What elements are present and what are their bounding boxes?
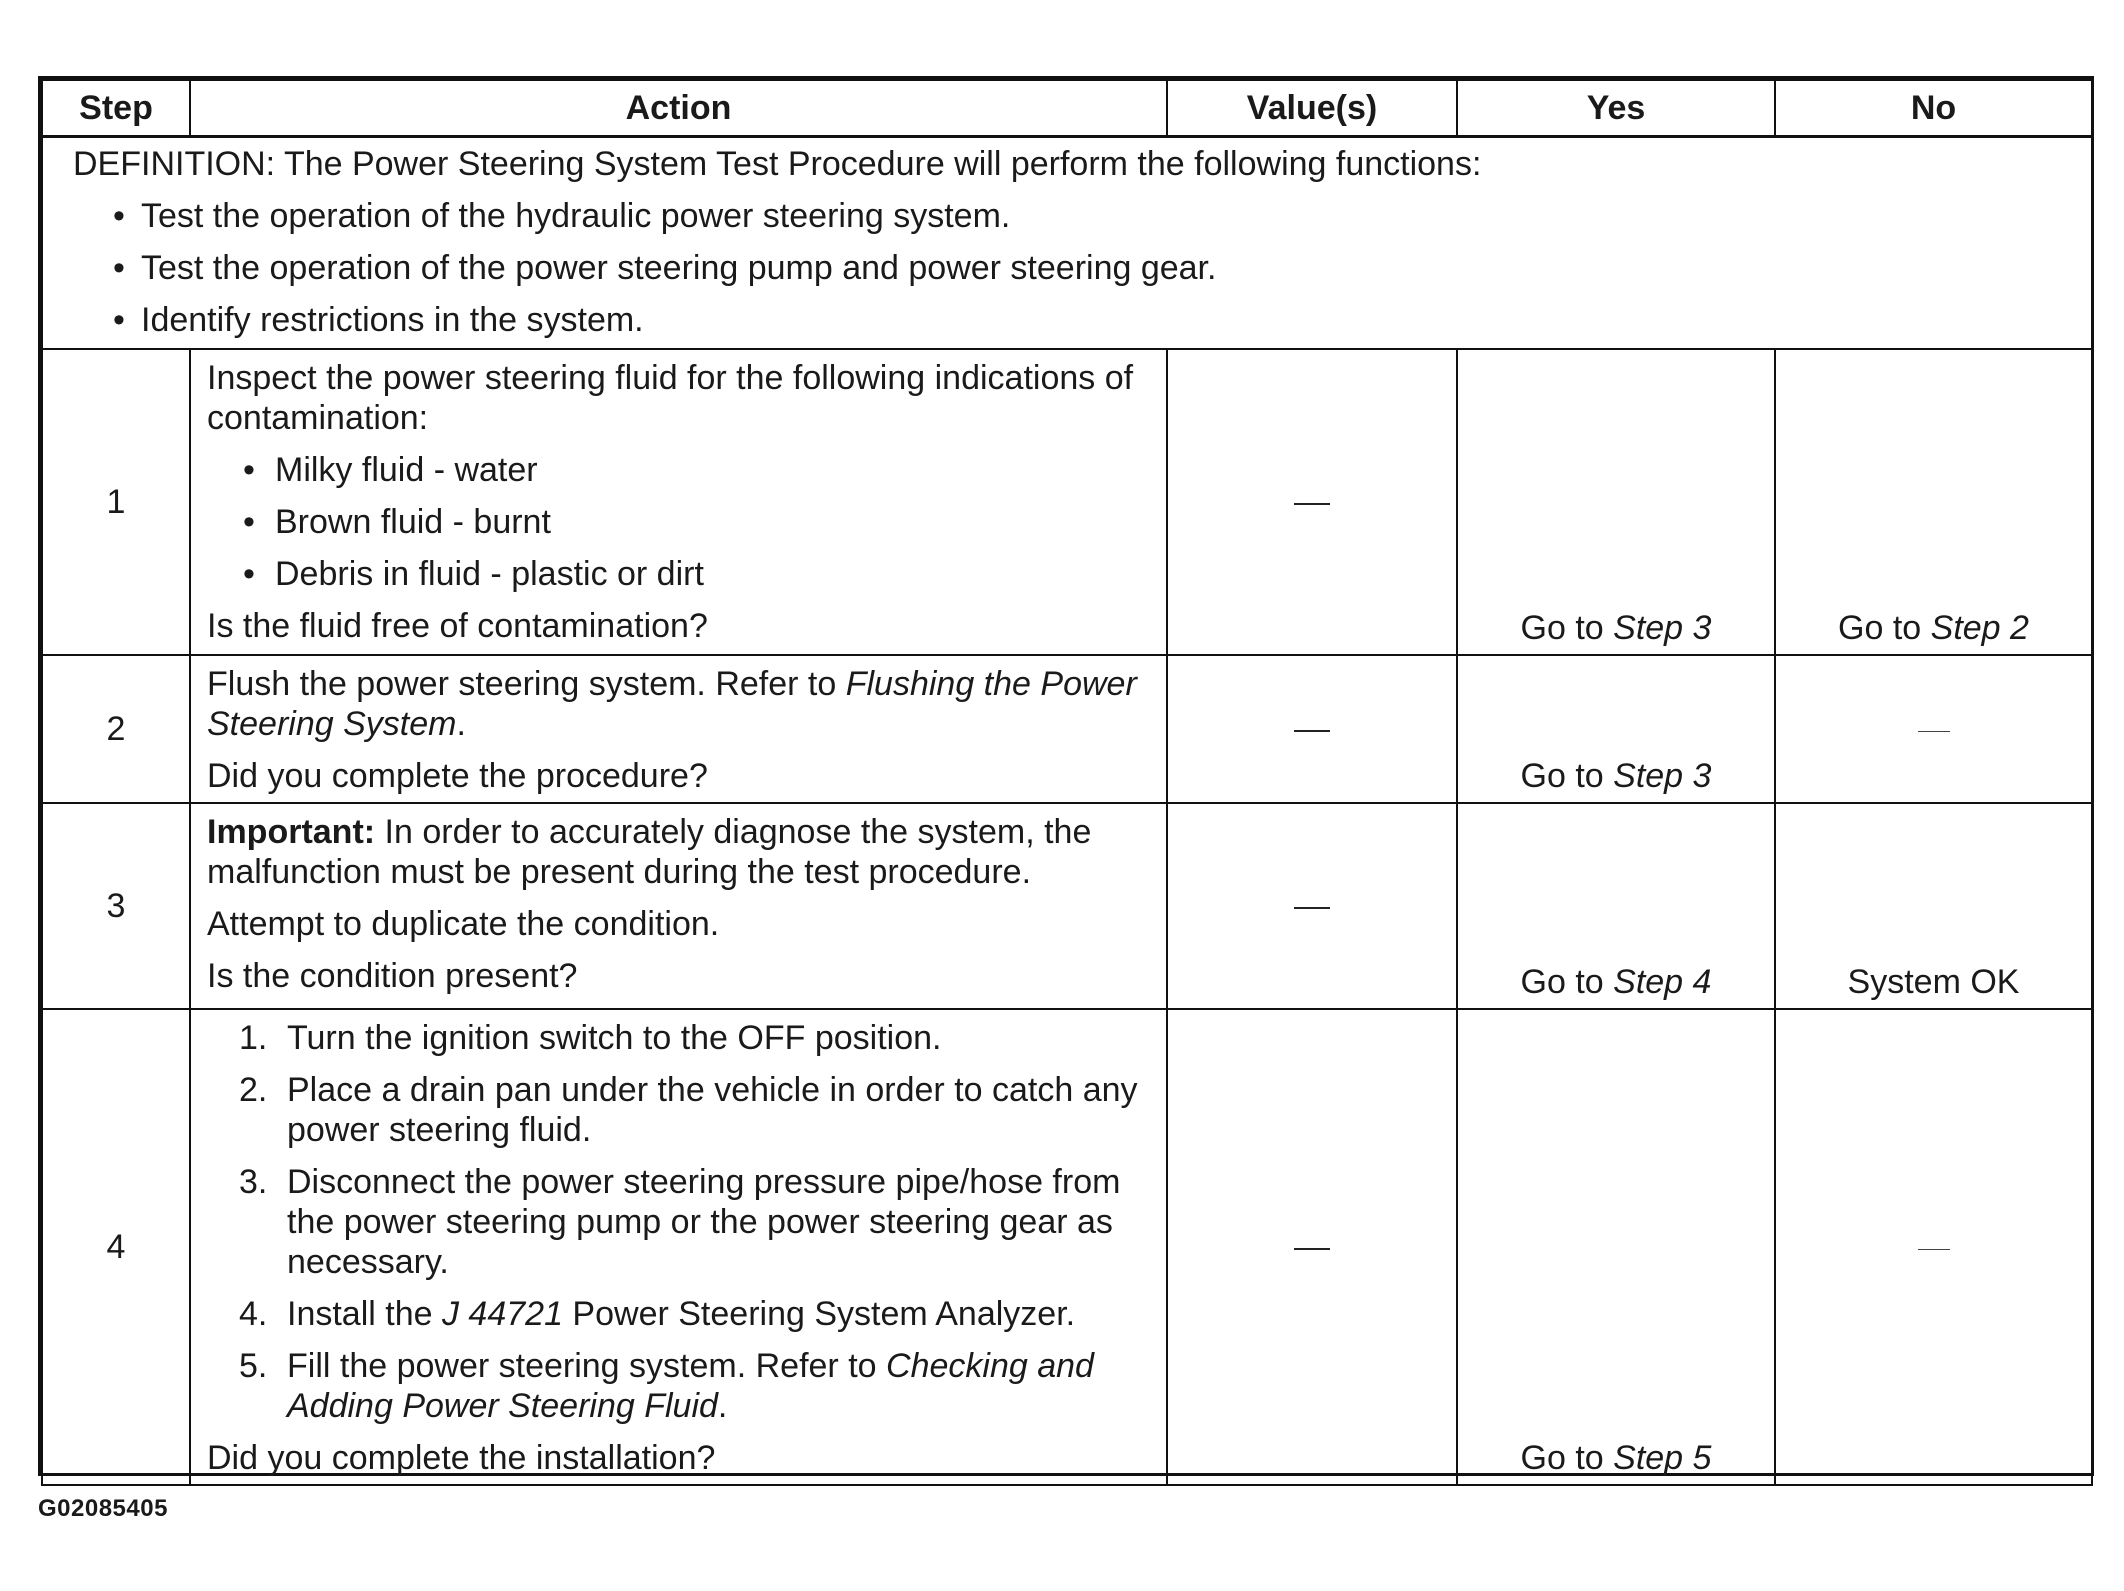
important-label: Important:: [207, 813, 376, 851]
action-question: Is the condition present?: [207, 957, 578, 995]
value-cell: [1167, 349, 1457, 655]
yes-cell: [1457, 655, 1775, 803]
list-text-suffix: Power Steering System Analyzer.: [562, 1295, 1076, 1333]
yes-cell: [1457, 1009, 1775, 1485]
value-cell: [1167, 1009, 1457, 1485]
em-dash: [1294, 730, 1330, 732]
list-text-prefix: Fill the power steering system. Refer to: [287, 1347, 887, 1385]
step-number: 4: [42, 1009, 190, 1485]
important-text: In order to accurately diagnose the system, the malfunction must be present during the test procedure.: [207, 813, 1092, 891]
table-row-step-2: [42, 655, 2092, 803]
action-text-prefix: Flush the power steering system. Refer to: [207, 665, 846, 703]
list-item: [207, 1070, 1150, 1150]
value-cell: [1167, 803, 1457, 1009]
action-cell: [190, 349, 1167, 655]
action-question: Is the fluid free of contamination?: [207, 607, 708, 645]
definition-row: [42, 137, 2092, 350]
step-number: 2: [42, 655, 190, 803]
list-item: [207, 1346, 1150, 1426]
list-item: • Brown fluid - burnt: [207, 502, 1150, 542]
action-intro: Inspect the power steering fluid for the following indications of contamination:: [207, 359, 1134, 437]
header-row: [42, 80, 2092, 137]
table-row-step-3: [42, 803, 2092, 1009]
list-number: 5.: [239, 1347, 268, 1385]
yes-prefix: Go to: [1520, 963, 1614, 1001]
header-no: No: [1775, 80, 2092, 137]
list-item: [207, 1294, 1150, 1334]
action-cell: [190, 803, 1167, 1009]
procedure-link[interactable]: Checking and Adding Power Steering Fluid: [287, 1347, 1094, 1425]
em-dash: [1918, 731, 1950, 732]
list-text: Disconnect the power steering pressure pipe/hose from the power steering pump or the power steering gear as necessary.: [287, 1163, 1121, 1281]
yes-cell: [1457, 349, 1775, 655]
definition-item: • Test the operation of the hydraulic power steering system.: [73, 196, 2061, 236]
header-values: Value(s): [1167, 80, 1457, 137]
list-text: Turn the ignition switch to the OFF position.: [287, 1019, 942, 1057]
list-number: 1.: [239, 1019, 268, 1057]
header-yes: Yes: [1457, 80, 1775, 137]
em-dash: [1918, 1249, 1950, 1250]
step-link[interactable]: Step 2: [1930, 609, 2029, 647]
em-dash: [1294, 503, 1330, 505]
list-number: 2.: [239, 1071, 268, 1109]
table-row-step-1: [42, 349, 2092, 655]
no-cell: System OK: [1775, 803, 2092, 1009]
step-link[interactable]: Step 3: [1613, 609, 1712, 647]
no-cell: [1775, 655, 2092, 803]
definition-item: • Identify restrictions in the system.: [73, 300, 2061, 340]
action-text: Attempt to duplicate the condition.: [207, 905, 720, 943]
header-step: Step: [42, 80, 190, 137]
important-note: [207, 812, 1150, 892]
value-cell: [1167, 655, 1457, 803]
yes-prefix: Go to: [1520, 757, 1614, 795]
definition-cell: [42, 137, 2092, 350]
list-text-suffix: .: [717, 1387, 728, 1425]
definition-item: • Test the operation of the power steering pump and power steering gear.: [73, 248, 2061, 288]
list-number: 3.: [239, 1163, 268, 1201]
list-text-prefix: Install the: [287, 1295, 442, 1333]
action-cell: [190, 1009, 1167, 1485]
list-item: [207, 1018, 1150, 1058]
step-link[interactable]: Step 5: [1613, 1439, 1712, 1477]
list-item: • Debris in fluid - plastic or dirt: [207, 554, 1150, 594]
step-link[interactable]: Step 4: [1613, 963, 1712, 1001]
step-link[interactable]: Step 3: [1613, 757, 1712, 795]
em-dash: [1294, 907, 1330, 909]
header-action: Action: [190, 80, 1167, 137]
action-text-suffix: .: [456, 705, 466, 743]
contamination-list: [207, 450, 1150, 594]
diagnostic-table: [41, 79, 2093, 1486]
definition-list: [73, 196, 2061, 340]
definition-text: DEFINITION: The Power Steering System Test Procedure will perform the following functions:: [73, 145, 1482, 183]
list-item: [207, 1162, 1150, 1282]
yes-prefix: Go to: [1520, 609, 1614, 647]
action-question: Did you complete the installation?: [207, 1439, 716, 1477]
list-text: Place a drain pan under the vehicle in order to catch any power steering fluid.: [287, 1071, 1138, 1149]
list-number: 4.: [239, 1295, 268, 1333]
diagnostic-table-container: [38, 76, 2094, 1476]
action-question: Did you complete the procedure?: [207, 757, 708, 795]
no-cell: [1775, 349, 2092, 655]
step-number: 1: [42, 349, 190, 655]
list-item: • Milky fluid - water: [207, 450, 1150, 490]
figure-code: G02085405: [38, 1495, 168, 1522]
em-dash: [1294, 1248, 1330, 1250]
action-cell: [190, 655, 1167, 803]
no-prefix: Go to: [1838, 609, 1931, 647]
table-row-step-4: [42, 1009, 2092, 1485]
step-number: 3: [42, 803, 190, 1009]
no-cell: [1775, 1009, 2092, 1485]
action-text: [207, 664, 1150, 744]
procedure-link[interactable]: Flushing the Power Steering System: [207, 665, 1137, 743]
yes-prefix: Go to: [1520, 1439, 1614, 1477]
yes-cell: [1457, 803, 1775, 1009]
procedure-list: [207, 1018, 1150, 1426]
tool-link[interactable]: J 44721: [441, 1295, 563, 1333]
